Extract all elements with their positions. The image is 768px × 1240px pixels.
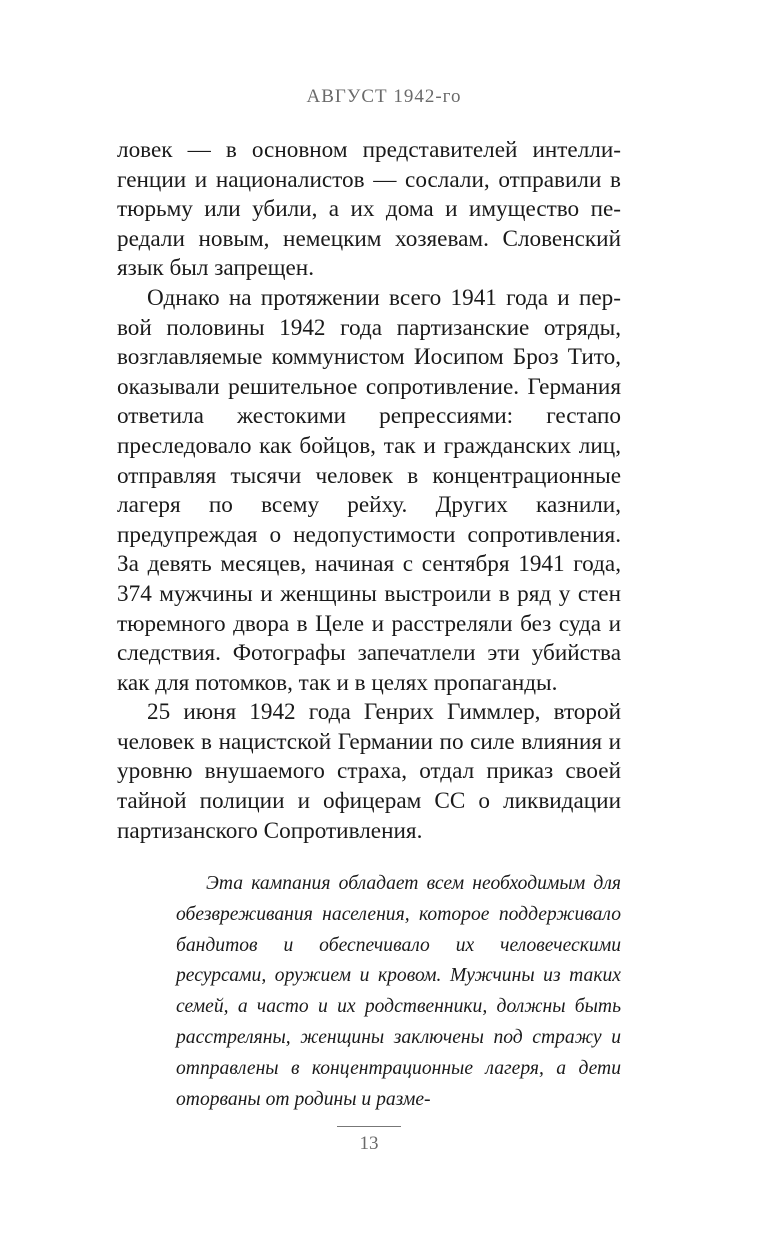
page-number: 13 <box>359 1133 379 1154</box>
block-quote <box>176 869 621 1115</box>
folio-divider <box>337 1126 401 1127</box>
running-header: АВГУСТ 1942-го <box>306 86 462 107</box>
paragraph-continued: ловек — в основном представителей интеллигенции и националистов — сослали, отправили в тюрьму или убили, а их дома и имущество передали новым, немецким хозяевам. Словенский язык был запрещен. <box>117 137 621 282</box>
paragraph: 25 июня 1942 года Генрих Гиммлер, второй человек в нацистской Германии по силе влияния и уровню внушаемого страха, отдал приказ своей тайной полиции и офицерам СС о ликвидации партизанского Сопротивления. <box>117 699 621 844</box>
main-text <box>117 136 621 846</box>
paragraph: Однако на протяжении всего 1941 года и первой половины 1942 года партизанские отряды, возглавляемые коммунистом Иосипом Броз Тито, оказывали решительное сопротивление. Германия ответила жестокими репрессиями: гестапо преследовало как бойцов, так и гражданских лиц, отправляя тысячи человек в концентрационные лагеря по всему рейху. Других казнили, предупреждая о недопустимости сопротивления. За девять месяцев, начиная с сентября 1941 года, 374 мужчины и женщины выстроили в ряд у стен тюремного двора в Целе и расстреляли без суда и следствия. Фотографы запечатлели эти убийства как для потомков, так и в целях пропаганды. <box>117 284 621 696</box>
quote-text: Эта кампания обладает всем необходимым для обезвреживания населения, которое поддерживало бандитов и обеспечивало их человеческими ресурсами, оружием и кровом. Мужчины из таких семей, а часто и их родственники, должны быть расстреляны, женщины заключены под стражу и отправлены в концентрационные лагеря, а дети оторваны от родины и разме- <box>176 873 621 1110</box>
